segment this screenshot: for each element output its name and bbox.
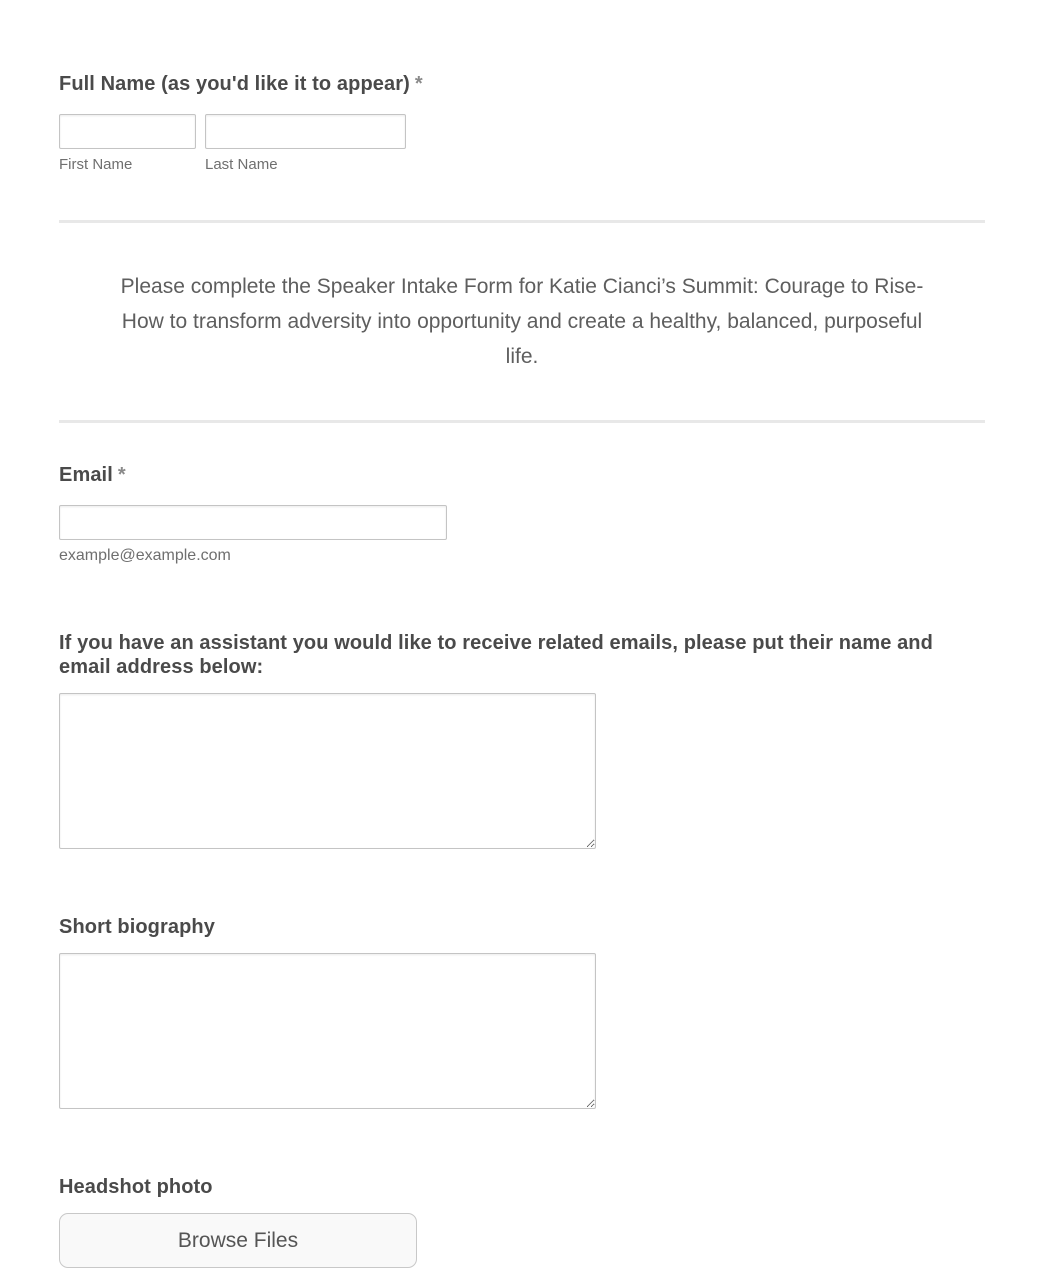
first-name-sublabel: First Name [59,156,133,173]
email-hint: example@example.com [59,547,231,564]
full-name-label-text: Full Name (as you'd like it to appear) [59,73,410,95]
first-name-input[interactable] [59,114,196,149]
assistant-textarea[interactable] [59,693,596,849]
email-label [59,463,985,487]
intro-line: How to transform adversity into opportunity and create a healthy, balanced, purposeful [121,310,923,333]
intro-line: Please complete the Speaker Intake Form for Katie Cianci’s Summit: Courage to Rise- [120,275,924,298]
required-marker: * [117,464,126,486]
last-name-group [205,114,406,174]
name-inputs-row [59,114,985,174]
assistant-label: If you have an assistant you would like to receive related emails, please put their name and email address below: [59,632,933,678]
headshot-label: Headshot photo [59,1176,213,1198]
last-name-sublabel: Last Name [205,156,278,173]
intro-line: life. [505,345,539,368]
section-divider [59,220,985,223]
browse-files-button[interactable]: Browse Files [59,1213,417,1268]
field-full-name [59,72,985,174]
first-name-group [59,114,196,174]
biography-textarea[interactable] [59,953,596,1109]
field-assistant [59,631,985,849]
field-biography [59,915,985,1109]
full-name-label [59,72,985,96]
required-marker: * [414,73,423,95]
intro-paragraph [59,269,985,374]
email-label-text: Email [59,464,113,486]
field-headshot [59,1175,985,1268]
email-input[interactable] [59,505,447,540]
last-name-input[interactable] [205,114,406,149]
field-email [59,463,985,565]
section-divider [59,420,985,423]
biography-label: Short biography [59,916,215,938]
